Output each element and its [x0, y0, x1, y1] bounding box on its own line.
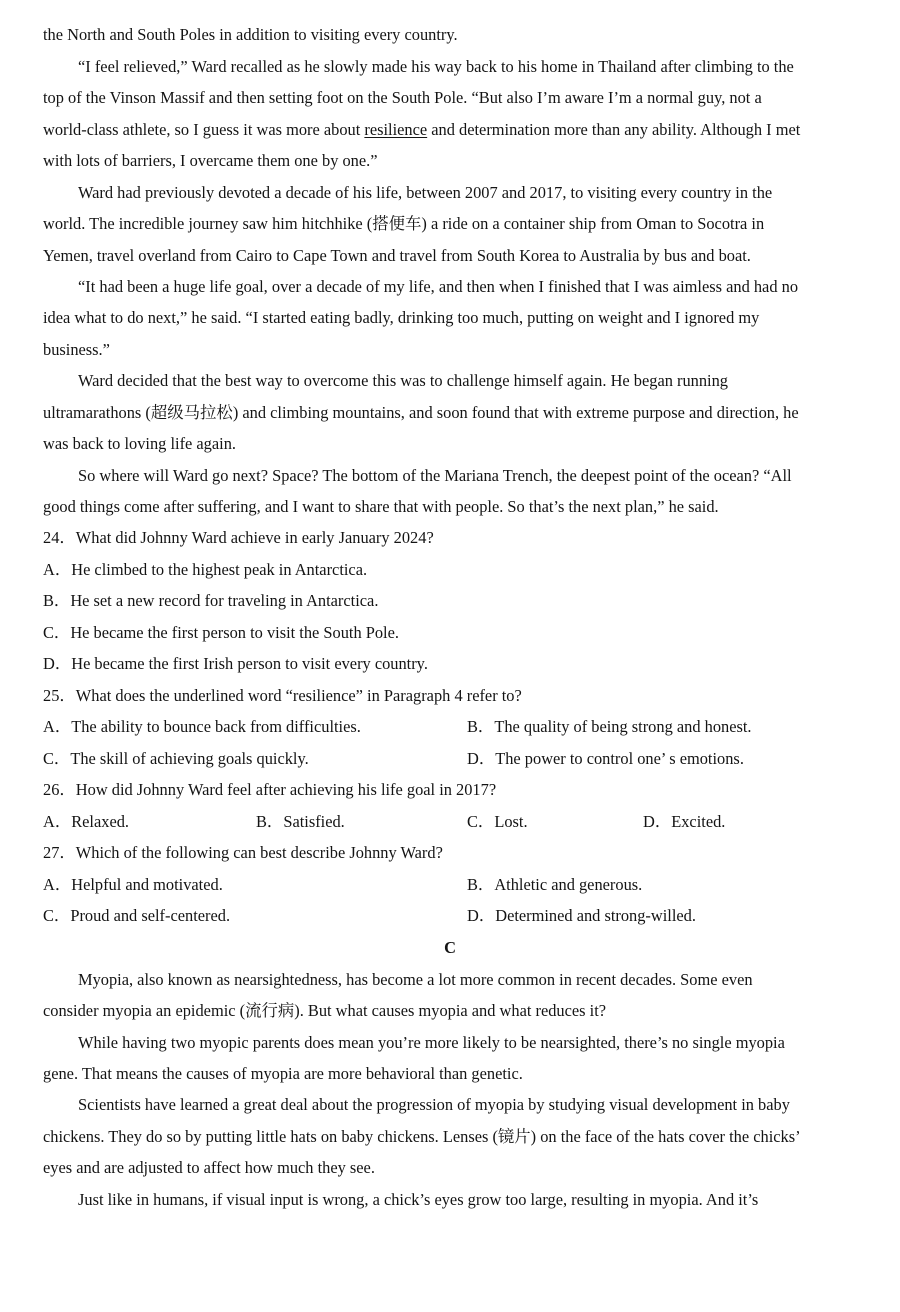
- question-25-option-a: A．The ability to bounce back from difficulties.: [43, 717, 361, 736]
- passage-b-line: Yemen, travel overland from Cairo to Cape Town and travel from South Korea to Australia by bus and boat.: [43, 246, 751, 265]
- question-26-option-a: A．Relaxed.: [43, 812, 130, 831]
- passage-b-line: idea what to do next,” he said. “I started eating badly, drinking too much, putting on weight and I ignored my: [43, 308, 760, 327]
- passage-b-line: “I feel relieved,” Ward recalled as he slowly made his way back to his home in Thailand after climbing to the: [78, 57, 794, 76]
- question-26-option-c: C．Lost.: [467, 812, 528, 831]
- question-24-stem: 24．What did Johnny Ward achieve in early January 2024?: [43, 528, 434, 547]
- passage-c-line: eyes and are adjusted to affect how much they see.: [43, 1158, 375, 1177]
- text-segment: and determination more than any ability. Although I met: [427, 120, 801, 139]
- question-25-option-c: C．The skill of achieving goals quickly.: [43, 749, 309, 768]
- question-24-option-b: B．He set a new record for traveling in Antarctica.: [43, 591, 379, 610]
- passage-c-line: chickens. They do so by putting little hats on baby chickens. Lenses (镜片) on the face of the hats cover the chicks’: [43, 1127, 801, 1146]
- question-27-option-c: C．Proud and self-centered.: [43, 906, 231, 925]
- passage-c-line: While having two myopic parents does mean you’re more likely to be nearsighted, there’s no single myopia: [78, 1033, 785, 1052]
- passage-b-line: world. The incredible journey saw him hitchhike (搭便车) a ride on a container ship from Oman to Socotra in: [43, 214, 765, 233]
- question-27-option-d: D．Determined and strong-willed.: [467, 906, 696, 925]
- passage-b-line: was back to loving life again.: [43, 434, 236, 453]
- passage-b-line: good things come after suffering, and I want to share that with people. So that’s the next plan,” he said.: [43, 497, 719, 516]
- question-25-stem: 25．What does the underlined word “resilience” in Paragraph 4 refer to?: [43, 686, 522, 705]
- question-26-stem: 26．How did Johnny Ward feel after achieving his life goal in 2017?: [43, 780, 497, 799]
- question-24-option-a: A．He climbed to the highest peak in Antarctica.: [43, 560, 368, 579]
- passage-b-line: So where will Ward go next? Space? The bottom of the Mariana Trench, the deepest point of the ocean? “All: [78, 466, 792, 485]
- question-24-option-d: D．He became the first Irish person to visit every country.: [43, 654, 428, 673]
- question-24-option-c: C．He became the first person to visit the South Pole.: [43, 623, 399, 642]
- passage-b-line: “It had been a huge life goal, over a decade of my life, and then when I finished that I was aimless and had no: [78, 277, 799, 296]
- passage-c-line: Scientists have learned a great deal about the progression of myopia by studying visual development in baby: [78, 1095, 790, 1114]
- question-26-option-d: D．Excited.: [643, 812, 726, 831]
- passage-b-line: with lots of barriers, I overcame them one by one.”: [43, 151, 378, 170]
- passage-b-line-with-underline: [43, 114, 860, 146]
- passage-b-line: the North and South Poles in addition to visiting every country.: [43, 25, 458, 44]
- passage-c-line: Myopia, also known as nearsightedness, has become a lot more common in recent decades. Some even: [78, 970, 753, 989]
- question-27-stem: 27．Which of the following can best describe Johnny Ward?: [43, 843, 443, 862]
- underlined-word-resilience: resilience: [364, 120, 428, 139]
- question-26-option-b: B．Satisfied.: [256, 812, 345, 831]
- passage-c-line: Just like in humans, if visual input is wrong, a chick’s eyes grow too large, resulting in myopia. And it’s: [78, 1190, 759, 1209]
- passage-b-line: Ward decided that the best way to overcome this was to challenge himself again. He began running: [78, 371, 728, 390]
- section-heading-c: C: [444, 938, 456, 957]
- passage-b-line: ultramarathons (超级马拉松) and climbing mountains, and soon found that with extreme purpose and direction, he: [43, 403, 799, 422]
- question-25-option-d: D．The power to control one’ s emotions.: [467, 749, 744, 768]
- question-25-option-b: B．The quality of being strong and honest.: [467, 717, 752, 736]
- passage-c-line: gene. That means the causes of myopia are more behavioral than genetic.: [43, 1064, 523, 1083]
- question-27-option-b: B．Athletic and generous.: [467, 875, 643, 894]
- text-segment: world-class athlete, so I guess it was more about: [43, 120, 365, 139]
- passage-c-line: consider myopia an epidemic (流行病). But what causes myopia and what reduces it?: [43, 1001, 607, 1020]
- passage-b-line: top of the Vinson Massif and then setting foot on the South Pole. “But also I’m aware I’m a normal guy, not a: [43, 88, 762, 107]
- passage-b-line: Ward had previously devoted a decade of his life, between 2007 and 2017, to visiting every country in the: [78, 183, 773, 202]
- question-27-option-a: A．Helpful and motivated.: [43, 875, 223, 894]
- passage-b-line: business.”: [43, 340, 110, 359]
